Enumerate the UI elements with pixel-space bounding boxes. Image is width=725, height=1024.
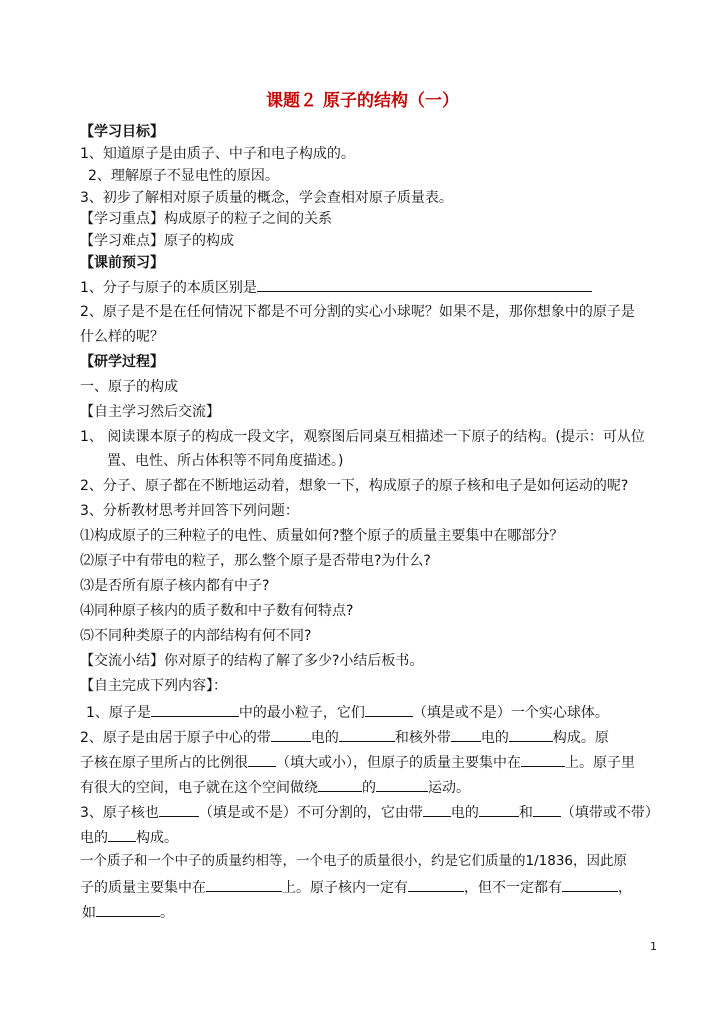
fill-line bbox=[80, 877, 632, 897]
fill-line bbox=[80, 727, 609, 747]
blank-line bbox=[408, 877, 464, 892]
text-segment: ， bbox=[618, 880, 632, 896]
text-segment: 中的最小粒子，它们 bbox=[238, 705, 365, 721]
text-line bbox=[80, 277, 592, 297]
blank-line bbox=[339, 727, 395, 742]
text-line: 一个质子和一个中子的质量约相等，一个电子的质量很小，约是它们质量的1/1836，因此原 bbox=[80, 853, 627, 869]
fill-line bbox=[80, 777, 470, 797]
blank-line bbox=[248, 752, 276, 767]
blank-line bbox=[159, 802, 199, 817]
blank-line bbox=[318, 777, 362, 792]
text-segment: 1、原子是 bbox=[86, 705, 151, 721]
blank-line bbox=[423, 802, 451, 817]
text-line: 3、分析教材思考并回答下列问题： bbox=[80, 503, 299, 519]
text-segment: 上。原子里 bbox=[565, 755, 635, 771]
question-line: ⑸不同种类原子的内部结构有何不同? bbox=[80, 628, 312, 644]
text-line: 2、理解原子不显电性的原因。 bbox=[88, 168, 279, 184]
text-segment: 子核在原子里所占的比例很 bbox=[80, 755, 248, 771]
text-line: 【学习重点】构成原子的粒子之间的关系 bbox=[80, 211, 332, 227]
blank-line bbox=[151, 702, 239, 717]
text-segment: （填大或小），但原子的质量主要集中在 bbox=[276, 755, 521, 771]
blank-line bbox=[451, 727, 481, 742]
text-segment: （填是或不是）一个实心球体。 bbox=[412, 705, 609, 721]
text-segment: 构成。 bbox=[136, 830, 178, 846]
question-line: ⑴构成原子的三种粒子的电性、质量如何?整个原子的质量主要集中在哪部分？ bbox=[80, 528, 564, 544]
blank-line bbox=[108, 827, 136, 842]
section-heading: 【研学过程】 bbox=[80, 354, 164, 370]
text-line: 什么样的呢？ bbox=[80, 329, 164, 345]
text-segment: 3、原子核也 bbox=[80, 805, 159, 821]
blank-line bbox=[562, 877, 618, 892]
text-line: 【自主学习然后交流】 bbox=[80, 404, 220, 420]
text-segment: 子的质量主要集中在 bbox=[80, 880, 206, 896]
question-line: ⑶是否所有原子核内都有中子? bbox=[80, 578, 270, 594]
blank-line bbox=[479, 802, 519, 817]
text-line: 2、分子、原子都在不断地运动着，想象一下，构成原子的原子核和电子是如何运动的呢? bbox=[80, 478, 629, 494]
blank-line bbox=[96, 902, 160, 917]
fill-line bbox=[80, 752, 635, 772]
blank-line bbox=[365, 702, 413, 717]
blank-line bbox=[271, 727, 311, 742]
text-segment: 和核外带 bbox=[394, 730, 451, 746]
text-line: 3、初步了解相对原子质量的概念，学会查相对原子质量表。 bbox=[80, 190, 453, 206]
text-segment: 1、分子与原子的本质区别是 bbox=[80, 280, 257, 296]
text-line: 【学习难点】原子的构成 bbox=[80, 233, 234, 249]
text-line: 1、 阅读课本原子的构成一段文字，观察图后同桌互相描述一下原子的结构。(提示：可从位 bbox=[80, 429, 645, 445]
text-segment: 电的 bbox=[80, 830, 108, 846]
page-title: 课题２ 原子的结构（一） bbox=[266, 91, 459, 111]
text-segment: 运动。 bbox=[428, 780, 470, 796]
text-segment: （填带或不带） bbox=[560, 805, 659, 821]
fill-line bbox=[80, 802, 659, 822]
text-segment: 如 bbox=[82, 905, 96, 921]
section-heading: 【学习目标】 bbox=[80, 124, 164, 140]
text-segment: （填是或不是）不可分割的，它由带 bbox=[198, 805, 423, 821]
text-segment: 2、原子是由居于原子中心的带 bbox=[80, 730, 271, 746]
text-segment: 上。原子核内一定有 bbox=[282, 880, 408, 896]
text-line: 1、知道原子是由质子、中子和电子构成的。 bbox=[80, 146, 355, 162]
text-segment: 电的 bbox=[450, 805, 479, 821]
question-line: ⑵原子中有带电的粒子，那么整个原子是否带电?为什么? bbox=[80, 553, 431, 569]
text-line: 【交流小结】你对原子的结构了解了多少?小结后板书。 bbox=[80, 653, 424, 669]
fill-line bbox=[82, 902, 174, 922]
text-line: 一、原子的构成 bbox=[80, 379, 178, 395]
page-number: 1 bbox=[650, 940, 657, 953]
section-heading: 【课前预习】 bbox=[80, 255, 164, 271]
text-segment: 的 bbox=[362, 780, 376, 796]
text-segment: 。 bbox=[160, 905, 174, 921]
question-line: ⑷同种原子核内的质子数和中子数有何特点? bbox=[80, 603, 354, 619]
text-segment: 有很大的空间，电子就在这个空间做绕 bbox=[80, 780, 318, 796]
blank-line bbox=[376, 777, 428, 792]
text-segment: 构成。原 bbox=[552, 730, 609, 746]
text-segment: 电的 bbox=[480, 730, 509, 746]
fill-line bbox=[86, 702, 609, 722]
text-segment: 和 bbox=[518, 805, 533, 821]
blank-line bbox=[206, 877, 282, 892]
text-line: 【自主完成下列内容】： bbox=[80, 678, 227, 694]
blank-line bbox=[533, 802, 561, 817]
blank-line bbox=[509, 727, 553, 742]
text-segment: 电的 bbox=[310, 730, 339, 746]
text-line: 2、原子是不是在任何情况下都是不可分割的实心小球呢？如果不是，那你想象中的原子是 bbox=[80, 304, 635, 320]
text-segment: ，但不一定都有 bbox=[464, 880, 562, 896]
fill-line bbox=[80, 827, 178, 847]
text-line: 置、电性、所占体积等不同角度描述。) bbox=[107, 453, 344, 469]
blank-line bbox=[257, 277, 592, 292]
blank-line bbox=[521, 752, 565, 767]
